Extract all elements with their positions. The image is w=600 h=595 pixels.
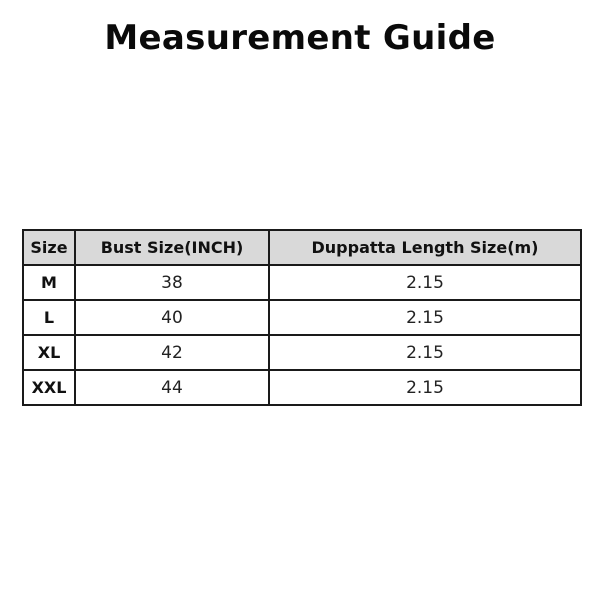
- dupatta-cell: 2.15: [269, 300, 581, 335]
- column-header-dupatta-length: Duppatta Length Size(m): [269, 230, 581, 265]
- column-header-bust-size: Bust Size(INCH): [75, 230, 269, 265]
- table-row: [23, 300, 581, 335]
- page-title: Measurement Guide: [104, 18, 496, 58]
- measurement-table: [22, 229, 582, 406]
- dupatta-cell: 2.15: [269, 265, 581, 300]
- table-row: [23, 265, 581, 300]
- table-row: [23, 335, 581, 370]
- column-header-size: Size: [23, 230, 75, 265]
- bust-cell: 40: [75, 300, 269, 335]
- table-header-row: [23, 230, 581, 265]
- bust-cell: 44: [75, 370, 269, 405]
- size-cell: XXL: [23, 370, 75, 405]
- size-cell: M: [23, 265, 75, 300]
- bust-cell: 38: [75, 265, 269, 300]
- bust-cell: 42: [75, 335, 269, 370]
- dupatta-cell: 2.15: [269, 370, 581, 405]
- size-cell: L: [23, 300, 75, 335]
- size-cell: XL: [23, 335, 75, 370]
- dupatta-cell: 2.15: [269, 335, 581, 370]
- table-row: [23, 370, 581, 405]
